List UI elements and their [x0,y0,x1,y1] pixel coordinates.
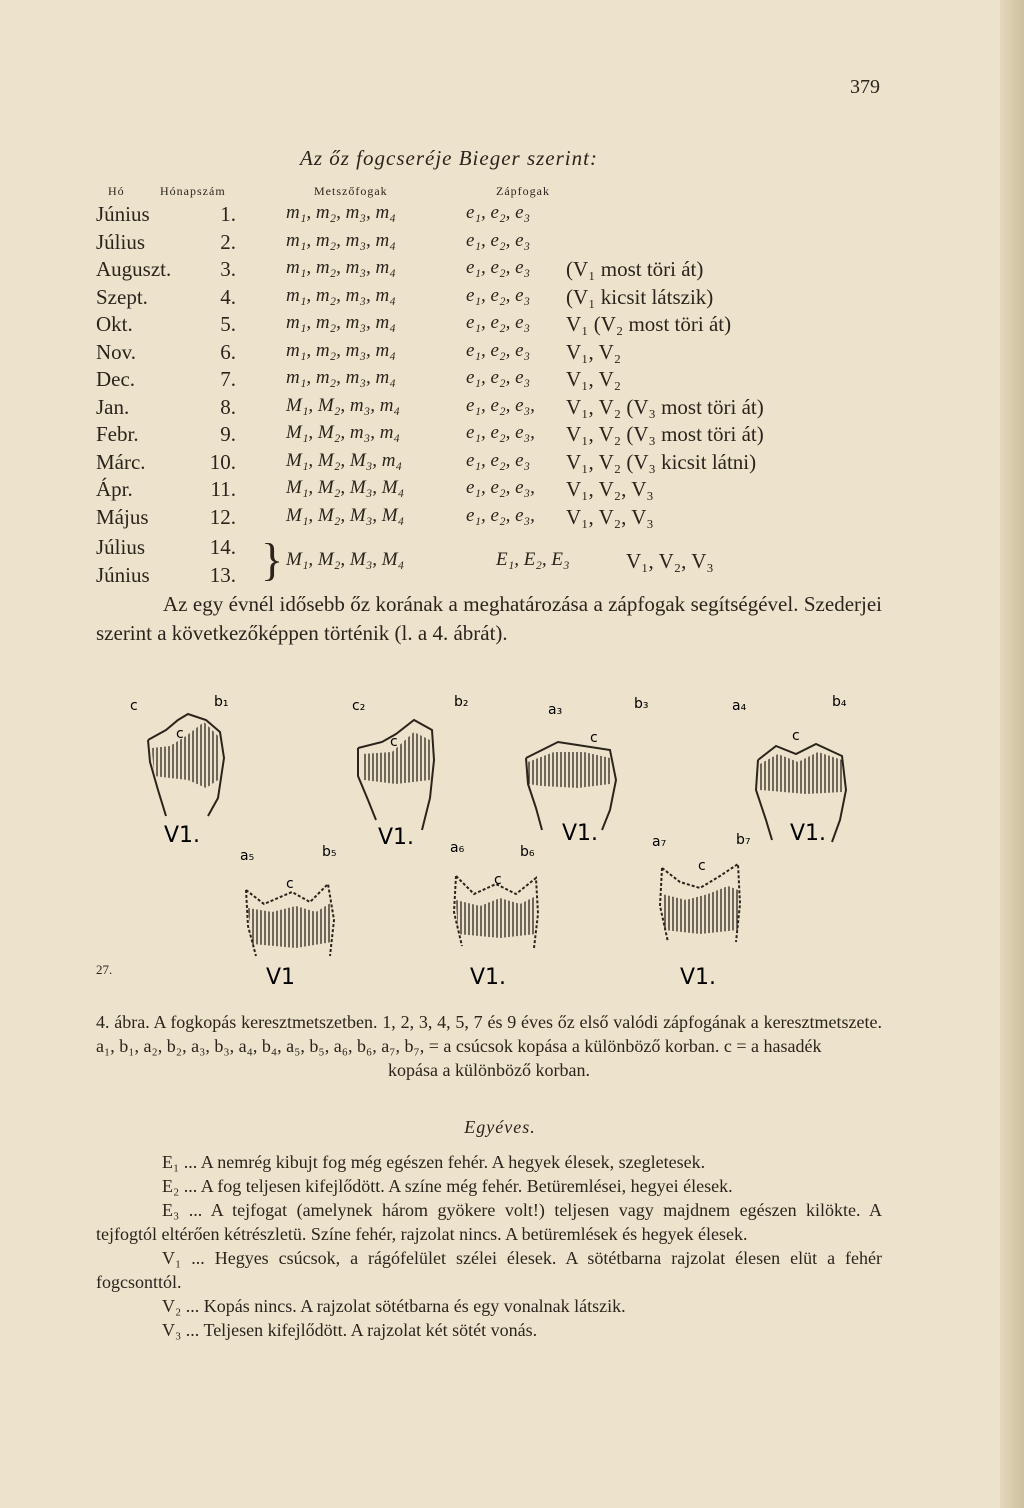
row-molars: e₁, e₂, e₃ [466,339,531,361]
row-molars: e₁, e₂, e₃, [466,394,535,416]
caption-text: 4. ábra. A fogkopás keresztmetszetben. 1, 2, 3, 4, 5, 7 és 9 éves őz első valódi zápfogának a keresztmetszete. a₁, b₁, a₂, b₂, a₃, b₃, a₄, b₄, a₅, b₅, a₆, b₆, a₇, b₇, = a csúcsok kopása a különböző korban. c = a hasadék [96,1012,882,1056]
tooth-diagram-3 [526,696,649,846]
header-ho: Hó [108,184,125,198]
row-number: 2. [220,229,236,254]
row-month: Okt. [96,312,133,336]
fig5-v-label: V1 [266,965,296,990]
fig1-v-label: V1. [164,823,201,848]
row-month: Július [96,229,146,254]
fig4-c-label: c [792,728,800,744]
table-row [96,505,896,531]
table-row [96,285,896,311]
row-number: 10. [209,449,236,474]
row-note: V₁, V₂ (V₃ kicsit látni) [566,449,757,474]
row-month: Márc. [96,449,146,474]
fig1-a-label: c [130,698,138,714]
table-row [96,422,896,448]
figure-side-number: 27. [96,962,113,977]
row-molars: e₁, e₂, e₃ [466,229,531,251]
table-row [96,367,896,393]
row-month: Ápr. [96,477,133,501]
fig5-a-label: a₅ [240,848,255,864]
row-incisors: m₁, m₂, m₃, m₄ [286,284,396,306]
bracket-num-1: 14. [209,535,236,559]
entry-e3: E₃ ... A tejfogat (amelynek három gyökere volt!) teljesen vagy majdnem egészen kilökte. A tejfogtól eltérően kétrészletü. Színe fehér, rajzolat nincs. A betüremlések és hegyek élesek. [96,1200,882,1244]
bracket-num-2: 13. [209,563,236,587]
table-row [96,477,896,503]
fig2-v-label: V1. [378,825,415,850]
row-incisors: M₁, M₂, m₃, m₄ [286,394,401,416]
page-edge-shadow [1000,0,1024,1508]
fig4-v-label: V1. [790,821,827,846]
table-row [96,257,896,283]
fig6-c-label: c [494,872,502,888]
row-note: V₁, V₂, V₃ [566,504,654,529]
tooth-wear-figure [96,680,882,990]
row-month: Nov. [96,339,137,364]
fig6-a-label: a₆ [450,840,465,856]
table-row [96,202,896,228]
row-incisors: M₁, M₂, M₃, m₄ [286,449,403,471]
row-molars: e₁, e₂, e₃ [466,367,531,388]
row-molars: e₁, e₂, e₃, [466,504,535,526]
row-number: 4. [220,284,236,309]
row-note: V₁ (V₂ most töri át) [566,312,732,336]
row-incisors: m₁, m₂, m₃, m₄ [286,202,396,223]
bracket-month-2: Június [96,563,150,587]
intro-paragraph: Az egy évnél idősebb őz korának a meghatározása a zápfogak segítségével. Szederjei szerint a következőképpen történik (l. a 4. ábrát). [96,592,882,645]
fig5-b-label: b₅ [322,844,337,860]
row-incisors: M₁, M₂, m₃, m₄ [286,422,401,443]
row-month: Szept. [96,284,148,309]
bracket-month-1: Július [96,535,146,559]
fig4-a-label: a₄ [732,698,747,714]
row-number: 1. [220,202,236,226]
row-note: V₁, V₂ [566,367,622,391]
fig7-b-label: b₇ [736,832,751,848]
header-zapfogak: Zápfogak [496,184,550,198]
table-row [96,230,896,256]
figure-caption [96,1010,882,1082]
fig6-b-label: b₆ [520,844,535,860]
row-number: 8. [220,394,236,419]
fig1-b-label: b₁ [214,694,229,710]
fig4-b-label: b₄ [832,694,847,710]
table-row [96,395,896,421]
row-month: Febr. [96,422,139,446]
row-molars: e₁, e₂, e₃ [466,257,531,278]
fig7-v-label: V1. [680,965,717,990]
row-incisors: m₁, m₂, m₃, m₄ [286,367,396,388]
tooth-diagram-2 [352,694,469,850]
tooth-diagram-1 [130,694,229,848]
header-metszofogak: Metszőfogak [314,184,388,198]
row-note: V₁, V₂ (V₃ most töri át) [566,394,764,419]
row-incisors: m₁, m₂, m₃, m₄ [286,339,396,361]
entry-v3: V₃ ... Teljesen kifejlődött. A rajzolat két sötét vonás. [162,1320,538,1340]
row-molars: e₁, e₂, e₃ [466,449,531,471]
row-number: 11. [210,477,236,501]
row-month: Jan. [96,394,130,419]
entries-list [96,1150,882,1342]
tooth-diagram-4 [732,694,847,846]
row-number: 9. [220,422,236,446]
page-number: 379 [850,76,880,98]
fig5-c-label: c [286,876,294,892]
table-bracket-row [96,535,896,591]
curly-brace: } [261,534,284,585]
table-row [96,312,896,338]
row-molars: e₁, e₂, e₃ [466,284,531,306]
bracket-molars: E₁, E₂, E₃ [496,549,570,570]
row-incisors: M₁, M₂, M₃, M₄ [286,504,405,526]
entry-v1: V₁ ... Hegyes csúcsok, a rágófelület szélei élesek. A sötétbarna rajzolat élesen elüt a fehér fogcsonttól. [96,1248,882,1292]
fig2-b-label: b₂ [454,694,469,710]
fig3-c-label: c [590,730,598,746]
row-number: 6. [220,339,236,364]
fig1-c-label: c [176,726,184,742]
fig6-v-label: V1. [470,965,507,990]
row-molars: e₁, e₂, e₃ [466,312,531,333]
row-incisors: M₁, M₂, M₃, M₄ [286,477,405,498]
row-number: 5. [220,312,236,336]
tooth-diagram-7 [652,832,751,990]
row-number: 7. [220,367,236,391]
row-note: (V₁ most töri át) [566,257,704,281]
row-incisors: m₁, m₂, m₃, m₄ [286,312,396,333]
table-title: Az őz fogcseréje Bieger szerint: [300,146,598,170]
row-number: 3. [220,257,236,281]
table-row [96,450,896,476]
fig2-a-label: c₂ [352,698,366,714]
row-note: (V₁ kicsit látszik) [566,284,714,309]
entry-v2: V₂ ... Kopás nincs. A rajzolat sötétbarna és egy vonalnak látszik. [162,1296,626,1316]
fig3-b-label: b₃ [634,696,649,712]
row-molars: e₁, e₂, e₃, [466,477,535,498]
row-month: Auguszt. [96,257,172,281]
bracket-note: V₁, V₂, V₃ [626,549,714,573]
fig3-a-label: a₃ [548,702,563,718]
fig2-c-label: c [390,734,398,750]
row-molars: e₁, e₂, e₃ [466,202,531,223]
row-incisors: m₁, m₂, m₃, m₄ [286,229,396,251]
row-note: V₁, V₂, V₃ [566,477,654,501]
fig7-c-label: c [698,858,706,874]
row-month: Május [96,504,149,529]
fig3-v-label: V1. [562,821,599,846]
entry-e1: E₁ ... A nemrég kibujt fog még egészen fehér. A hegyek élesek, szegletesek. [162,1152,706,1172]
row-note: V₁, V₂ [566,339,622,364]
row-molars: e₁, e₂, e₃, [466,422,535,443]
row-incisors: m₁, m₂, m₃, m₄ [286,257,396,278]
entry-e2: E₂ ... A fog teljesen kifejlődött. A színe még fehér. Betüremlései, hegyei élesek. [162,1176,733,1196]
fig7-a-label: a₇ [652,834,667,850]
caption-center-line: kopása a különböző korban. [388,1060,590,1080]
section-title: Egyéves. [464,1117,536,1137]
row-month: Dec. [96,367,136,391]
row-number: 12. [209,504,236,529]
header-honapszam: Hónapszám [160,184,226,198]
table-row [96,340,896,366]
tooth-diagram-5 [240,844,337,990]
row-note: V₁, V₂ (V₃ most töri át) [566,422,764,446]
bracket-incisors: M₁, M₂, M₃, M₄ [286,549,405,570]
row-month: Június [96,202,150,226]
tooth-diagram-6 [450,840,538,990]
